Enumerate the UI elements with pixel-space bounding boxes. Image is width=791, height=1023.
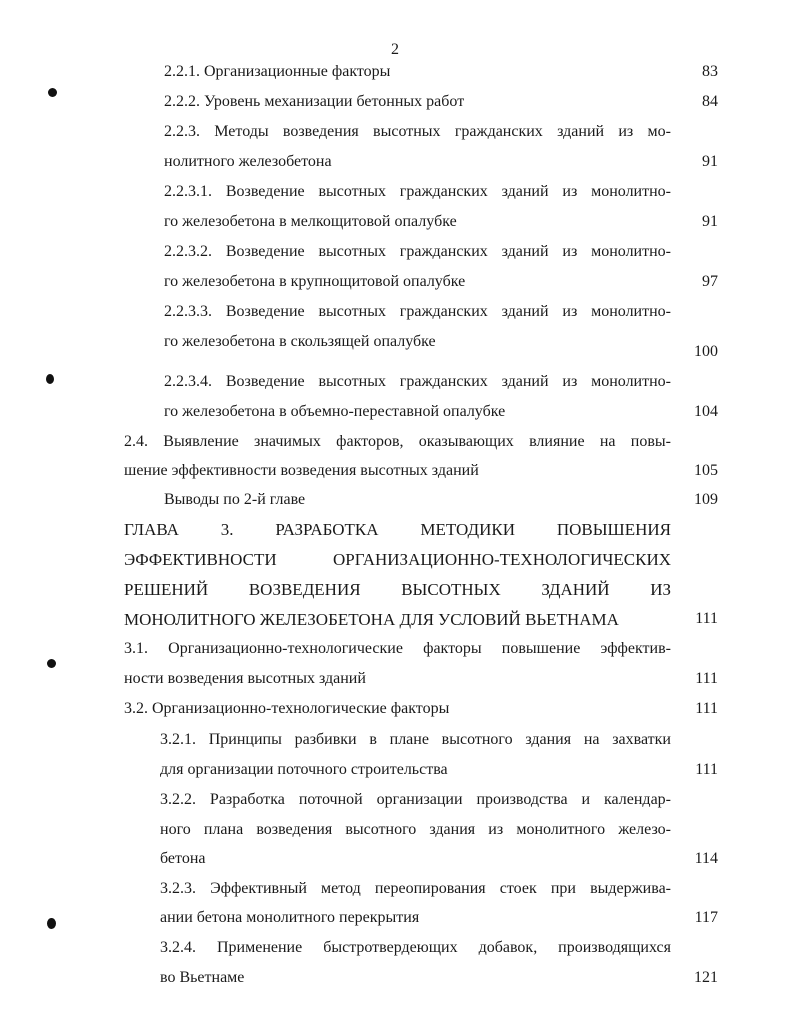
chapter-heading: МОНОЛИТНОГО ЖЕЛЕЗОБЕТОНА ДЛЯ УСЛОВИЙ ВЬЕТНАМА xyxy=(124,610,619,629)
toc-entry-text: 3.2.2. Разработка поточной организации производства и календар- xyxy=(160,791,671,808)
toc-entry-text: бетона xyxy=(160,850,206,867)
toc-entry-text: го железобетона в объемно-переставной опалубке xyxy=(164,403,506,420)
toc-page-number: 111 xyxy=(695,670,718,687)
toc-entry-text: 2.4. Выявление значимых факторов, оказывающих влияние на повы- xyxy=(124,433,671,450)
punch-hole-mark xyxy=(48,88,57,97)
toc-page-number: 104 xyxy=(694,403,718,420)
toc-entry-text: 3.1. Организационно-технологические факторы повышение эффектив- xyxy=(124,640,671,657)
chapter-heading: РЕШЕНИЙ ВОЗВЕДЕНИЯ ВЫСОТНЫХ ЗДАНИЙ ИЗ xyxy=(124,580,671,599)
toc-entry-text: 3.2.4. Применение быстротвердеющих добавок, производящихся xyxy=(160,939,671,956)
toc-page-number: 100 xyxy=(694,343,718,360)
toc-entry-text: 3.2.3. Эффективный метод переопирования стоек при выдержива- xyxy=(160,880,671,897)
punch-hole-mark xyxy=(46,374,54,384)
toc-entry-text: для организации поточного строительства xyxy=(160,761,448,778)
toc-page-number: 111 xyxy=(695,700,718,717)
toc-page-number: 111 xyxy=(695,761,718,778)
toc-entry-text: го железобетона в мелкощитовой опалубке xyxy=(164,213,457,230)
toc-entry-text: го железобетона в крупнощитовой опалубке xyxy=(164,273,466,290)
toc-entry-text: ности возведения высотных зданий xyxy=(124,670,366,687)
toc-page-number: 83 xyxy=(702,63,718,80)
toc-page-number: 91 xyxy=(702,153,718,170)
toc-page-number: 109 xyxy=(694,491,718,508)
toc-entry-text: Выводы по 2-й главе xyxy=(164,491,306,508)
toc-entry-text: 2.2.2. Уровень механизации бетонных работ xyxy=(164,93,465,110)
toc-entry-text: 2.2.3.1. Возведение высотных гражданских зданий из монолитно- xyxy=(164,183,671,200)
toc-entry-text: ании бетона монолитного перекрытия xyxy=(160,909,420,926)
toc-entry-text: ного плана возведения высотного здания из монолитного железо- xyxy=(160,821,671,838)
toc-entry-text: 2.2.3.4. Возведение высотных гражданских зданий из монолитно- xyxy=(164,373,671,390)
chapter-heading: ГЛАВА 3. РАЗРАБОТКА МЕТОДИКИ ПОВЫШЕНИЯ xyxy=(124,520,671,539)
toc-entry-text: во Вьетнаме xyxy=(160,969,245,986)
toc-page-number: 105 xyxy=(694,462,718,479)
toc-entry-text: 2.2.3.2. Возведение высотных гражданских зданий из монолитно- xyxy=(164,243,671,260)
toc-entry-text: шение эффективности возведения высотных зданий xyxy=(124,462,479,479)
toc-page-number: 91 xyxy=(702,213,718,230)
toc-page-number: 84 xyxy=(702,93,718,110)
toc-entry-text: 2.2.3.3. Возведение высотных гражданских зданий из монолитно- xyxy=(164,303,671,320)
toc-entry-text: 3.2.1. Принципы разбивки в плане высотного здания на захватки xyxy=(160,731,671,748)
page-number: 2 xyxy=(391,41,399,58)
toc-page-number: 117 xyxy=(694,909,718,926)
toc-entry-text: 3.2. Организационно-технологические факторы xyxy=(124,700,450,717)
chapter-heading: ЭФФЕКТИВНОСТИ ОРГАНИЗАЦИОННО-ТЕХНОЛОГИЧЕСКИХ xyxy=(124,550,671,569)
toc-page-number: 97 xyxy=(702,273,718,290)
toc-page-number: 111 xyxy=(695,610,718,627)
toc-page-number: 114 xyxy=(694,850,718,867)
toc-entry-text: 2.2.3. Методы возведения высотных гражданских зданий из мо- xyxy=(164,123,671,140)
toc-entry-text: 2.2.1. Организационные факторы xyxy=(164,63,391,80)
toc-page-number: 121 xyxy=(694,969,718,986)
toc-entry-text: нолитного железобетона xyxy=(164,153,332,170)
toc-entry-text: го железобетона в скользящей опалубке xyxy=(164,333,436,350)
punch-hole-mark xyxy=(47,918,56,929)
punch-hole-mark xyxy=(47,659,56,668)
